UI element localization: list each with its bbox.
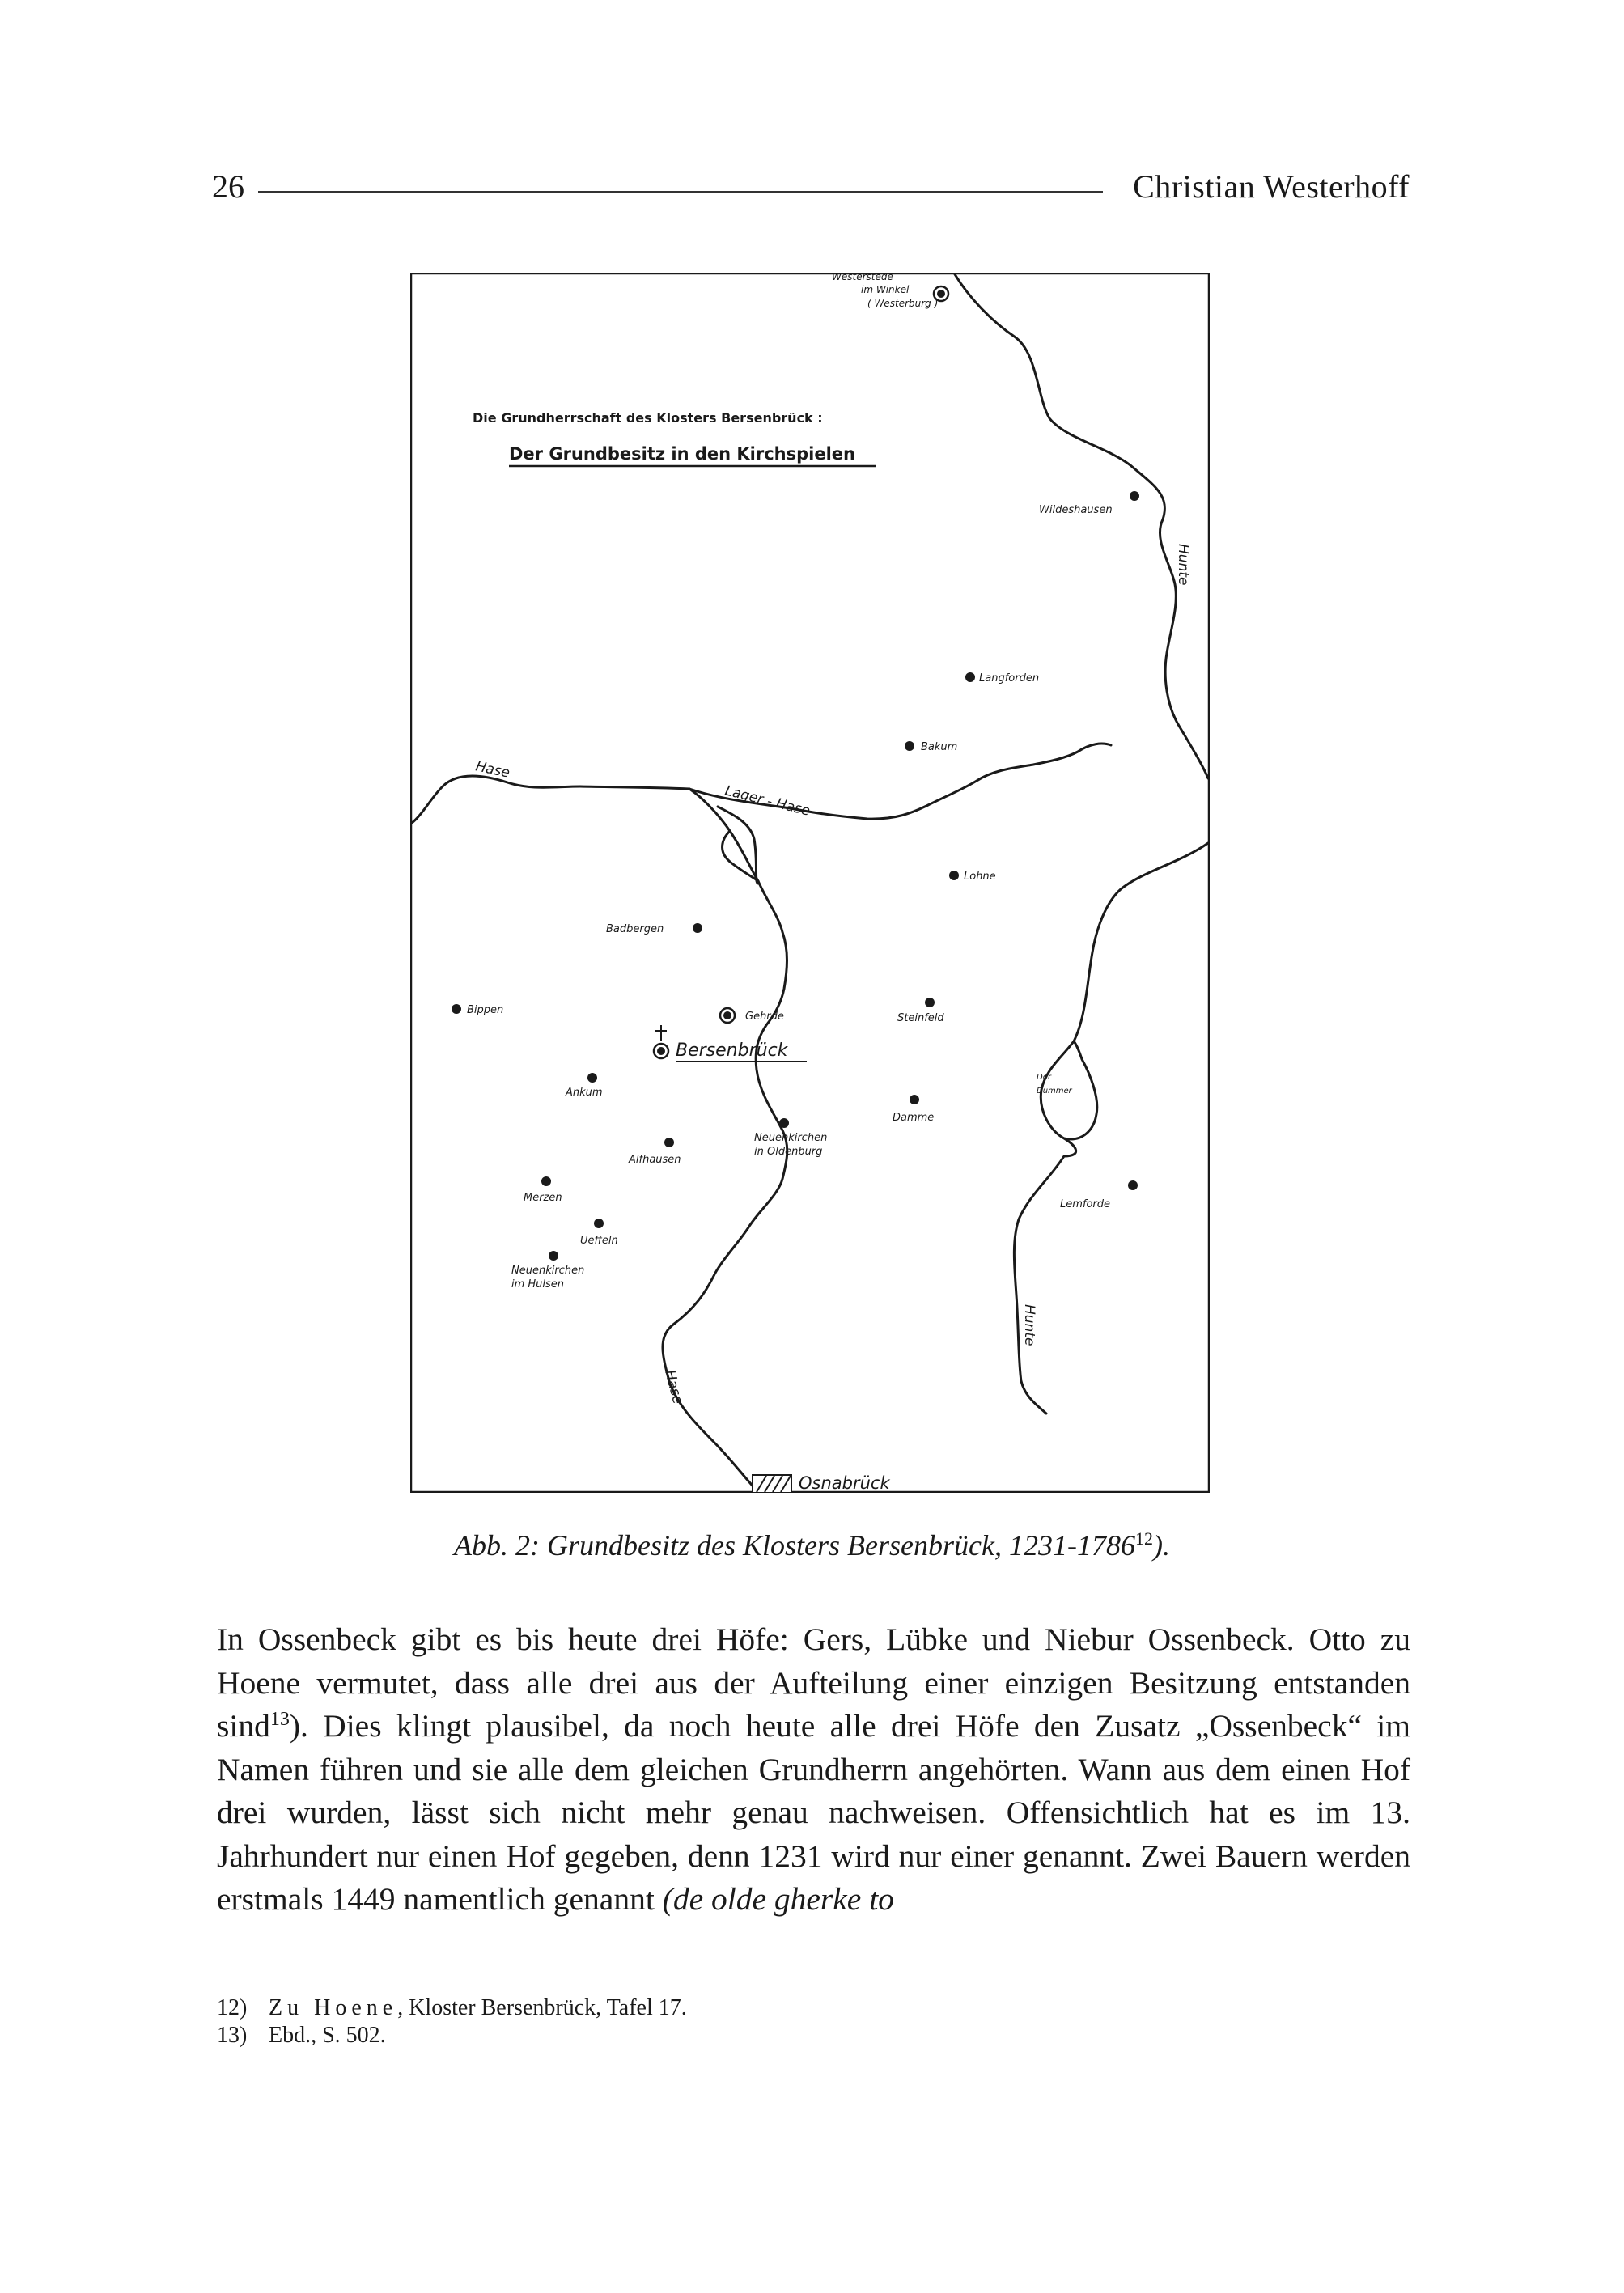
label-hase-lower: Hase xyxy=(661,1368,686,1406)
footnote-number: 12) xyxy=(217,1995,248,2020)
label-langforden: Langforden xyxy=(979,672,1040,685)
caption-footnote-ref[interactable]: 12 xyxy=(1134,1528,1153,1549)
body-text-part2: ). Dies klingt plausibel, da noch heute alle drei Höfe den Zusatz „Ossenbeck“ im Namen führen und sie alle dem gleichen Grundherrn angehörten. Wann aus dem einen Hof drei wurden, lässt sich nicht mehr genau nachweisen. Offensichtlich hat es im 13. Jahrhundert nur einen Hof gegeben, denn 1231 wird nur einer genannt. Zwei Bauern werden erstmals 1449 namentlich genannt xyxy=(217,1708,1410,1917)
bippen-dot xyxy=(452,1004,461,1014)
label-westerstede-2: im Winkel xyxy=(861,284,910,295)
label-hunte-upper: Hunte xyxy=(1175,544,1191,586)
body-text-italic: (de olde gherke to xyxy=(662,1881,894,1917)
lake-duemmer xyxy=(1041,1041,1096,1156)
label-wildeshausen: Wildeshausen xyxy=(1039,504,1113,516)
label-bakum: Bakum xyxy=(921,741,958,753)
label-westerstede-1: Westerstede xyxy=(832,273,893,282)
label-lemforde: Lemforde xyxy=(1060,1198,1111,1210)
footnote-author: Zu Hoene xyxy=(269,1995,398,2020)
river-hunte-upper xyxy=(955,274,1208,778)
damme-dot xyxy=(910,1095,919,1104)
label-lohne: Lohne xyxy=(964,871,996,883)
bersenbrueck-dot xyxy=(657,1047,665,1055)
ankum-dot xyxy=(587,1073,597,1083)
page-number: 26 xyxy=(212,168,244,205)
river-hunte-lower xyxy=(1014,1156,1064,1414)
footnote-12 xyxy=(217,1994,1269,2022)
label-badbergen: Badbergen xyxy=(606,923,664,935)
label-bersenbrueck: Bersenbrück xyxy=(676,1041,788,1061)
label-merzen: Merzen xyxy=(524,1192,562,1204)
bakum-dot xyxy=(905,741,914,751)
label-ankum: Ankum xyxy=(566,1087,603,1099)
merzen-dot xyxy=(541,1176,551,1186)
label-bippen: Bippen xyxy=(467,1004,504,1016)
caption-text: Abb. 2: Grundbesitz des Klosters Bersenbrück, 1231-1786 xyxy=(454,1529,1135,1562)
lemforde-dot xyxy=(1128,1180,1138,1190)
label-osnabrueck: Osnabrück xyxy=(799,1473,890,1493)
label-ueffeln: Ueffeln xyxy=(580,1235,618,1247)
alfhausen-dot xyxy=(664,1138,674,1147)
label-hunte-lower: Hunte xyxy=(1021,1304,1037,1346)
running-head xyxy=(212,167,1410,215)
gehrde-dot xyxy=(723,1011,731,1019)
footnote-text: Ebd., S. 502. xyxy=(269,2023,386,2048)
map-title-line2: Der Grundbesitz in den Kirchspielen xyxy=(509,444,855,464)
steinfeld-dot xyxy=(925,998,935,1007)
label-westerstede-3: ( Westerburg ) xyxy=(867,298,939,309)
neuenkirchen-huelsen-dot xyxy=(549,1251,558,1261)
body-text-part1: In Ossenbeck gibt es bis heute drei Höfe: Gers, Lübke und Niebur Ossenbeck. Otto zu Hoene vermutet, dass alle drei aus der Aufteilung einer einzigen Besitzung entstanden sind xyxy=(217,1621,1410,1744)
label-damme: Damme xyxy=(893,1112,935,1124)
cross-icon xyxy=(655,1025,667,1041)
figure-caption xyxy=(0,1519,1624,1565)
label-neuenkirchen-oldenburg-2: in Oldenburg xyxy=(754,1146,823,1158)
caption-end: ). xyxy=(1152,1529,1170,1562)
langforden-dot xyxy=(965,672,975,682)
river-hase-upper xyxy=(412,776,689,823)
map-title-line1: Die Grundherrschaft des Klosters Bersenbrück : xyxy=(473,410,823,426)
river-hunte-middle xyxy=(1074,843,1208,1041)
map-svg xyxy=(410,273,1210,1493)
label-lager-hase: Lager - Hase xyxy=(723,782,812,820)
map-figure xyxy=(410,273,1210,1493)
label-neuenkirchen-oldenburg-1: Neuenkirchen xyxy=(754,1132,828,1144)
header-rule xyxy=(258,191,1103,193)
lohne-dot xyxy=(949,871,959,880)
neuenkirchen-oldenburg-dot xyxy=(779,1118,789,1128)
wildeshausen-dot xyxy=(1130,491,1139,501)
body-paragraph xyxy=(217,1618,1410,1922)
footnote-text: , Kloster Bersenbrück, Tafel 17. xyxy=(397,1995,687,2020)
label-neuenkirchen-huelsen-2: im Hulsen xyxy=(511,1278,565,1291)
footnote-13 xyxy=(217,2022,1269,2049)
label-alfhausen: Alfhausen xyxy=(629,1154,681,1166)
footnote-ref-13[interactable]: 13 xyxy=(269,1708,290,1730)
label-neuenkirchen-huelsen-1: Neuenkirchen xyxy=(511,1265,585,1277)
badbergen-dot xyxy=(693,923,702,933)
label-hase-upper: Hase xyxy=(473,758,511,782)
label-gehrde: Gehrde xyxy=(745,1011,784,1023)
label-duemmer-2: Dummer xyxy=(1037,1087,1072,1096)
running-title: Christian Westerhoff xyxy=(1133,168,1410,205)
ueffeln-dot xyxy=(594,1219,604,1228)
label-steinfeld: Steinfeld xyxy=(897,1012,944,1024)
footnote-number: 13) xyxy=(217,2023,248,2048)
river-lager-hase xyxy=(689,744,1111,819)
westerstede-dot xyxy=(937,290,945,298)
footnotes xyxy=(217,1994,1269,2049)
label-duemmer-1: Der xyxy=(1037,1073,1051,1082)
